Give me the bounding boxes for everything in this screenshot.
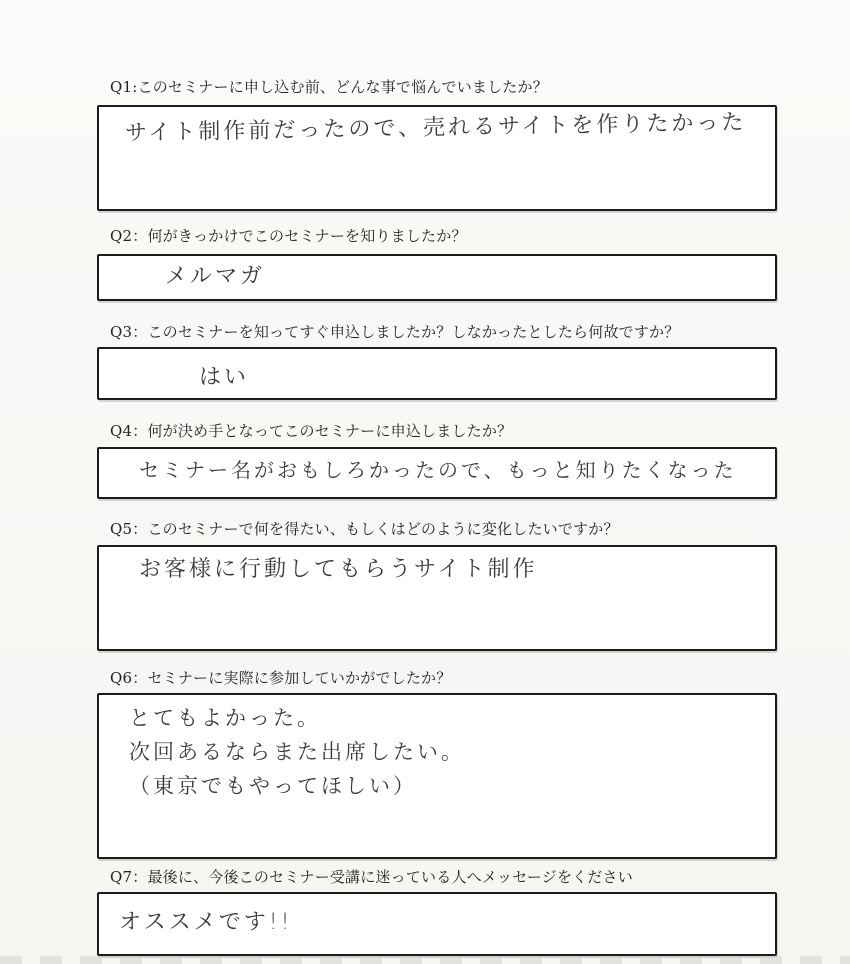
question-6-label: Q6：セミナーに実際に参加していかがでしたか？ [110, 669, 452, 687]
answer-3-line-1: はい [199, 365, 250, 390]
question-5-label: Q5：このセミナーで何を得たい、もしくはどのように変化したいですか？ [110, 520, 619, 538]
answer-2-text [165, 260, 265, 294]
answer-3-text [199, 361, 249, 395]
answer-5-line-1: お客様に行動してもらうサイト制作 [139, 557, 538, 582]
answer-1-text [125, 106, 747, 151]
answer-1-line-1: サイト制作前だったので、売れるサイトを作りたかった [124, 110, 747, 146]
cropped-next-line [0, 956, 850, 964]
answer-6-text [129, 701, 465, 803]
answer-box-4 [97, 447, 777, 499]
answer-box-6 [97, 693, 777, 859]
answer-box-3 [97, 347, 777, 400]
answer-box-2 [97, 254, 777, 301]
answer-2-line-1: メルマガ [165, 264, 266, 289]
answer-6-line-1: とてもよかった。 [129, 706, 321, 730]
answer-6-line-3: （東京でもやってほしい） [129, 774, 417, 798]
answer-box-7 [97, 892, 777, 956]
answer-6-line-2: 次回あるならまた出席したい。 [129, 740, 465, 764]
answer-4-line-1: セミナー名がおもしろかったので、もっと知りたくなった [139, 458, 737, 482]
answer-4-text [139, 453, 737, 487]
question-7-label: Q7：最後に、今後このセミナー受講に迷っている人へメッセージをください [110, 868, 633, 886]
answer-5-text [139, 553, 537, 587]
answer-7-text [119, 906, 292, 940]
question-4-label: Q4：何が決め手となってこのセミナーに申込しましたか？ [110, 422, 513, 440]
question-2-label: Q2：何がきっかけでこのセミナーを知りましたか？ [110, 227, 467, 245]
question-1-label: Q1:このセミナーに申し込む前、どんな事で悩んでいましたか？ [110, 78, 548, 96]
answer-7-line-1: オススメです!! [119, 910, 293, 935]
question-3-label: Q3：このセミナーを知ってすぐ申込しましたか？しなかったとしたら何故ですか？ [110, 323, 680, 341]
answer-box-1 [97, 105, 777, 211]
answer-box-5 [97, 545, 777, 651]
